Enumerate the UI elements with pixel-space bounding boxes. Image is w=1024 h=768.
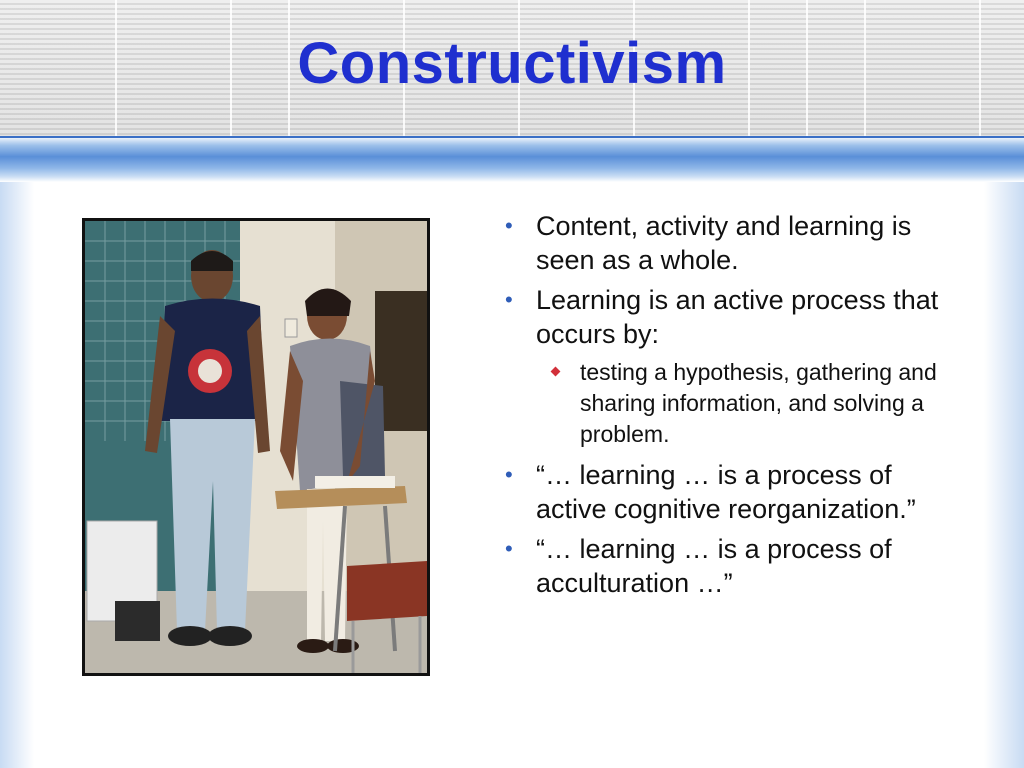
header-gradient-band (0, 136, 1024, 182)
sub-bullet-text: testing a hypothesis, gathering and sharing information, and solving a problem. (580, 359, 937, 447)
list-item (497, 458, 967, 526)
bullet-icon: • (505, 213, 513, 238)
bullet-icon: • (505, 462, 513, 487)
list-item (497, 283, 967, 351)
list-item (497, 532, 967, 600)
quote-text: “… learning … is a process of active cognitive reorganization.” (536, 460, 916, 524)
slide-title: Constructivism (297, 31, 727, 96)
header-divider (0, 136, 1024, 138)
quote-text: “… learning … is a process of acculturation …” (536, 534, 892, 598)
diamond-bullet-icon (551, 367, 561, 377)
left-edge-gradient (0, 182, 34, 768)
list-item (497, 209, 967, 277)
bullet-text: Content, activity and learning is seen as a whole. (536, 211, 912, 275)
bullet-text: Learning is an active process that occurs by: (536, 285, 939, 349)
sub-list-item (536, 357, 967, 450)
bullet-icon: • (505, 536, 513, 561)
bullet-icon: • (505, 287, 513, 312)
classroom-photo (82, 218, 430, 676)
right-edge-gradient (984, 182, 1024, 768)
bullet-list (497, 209, 967, 606)
